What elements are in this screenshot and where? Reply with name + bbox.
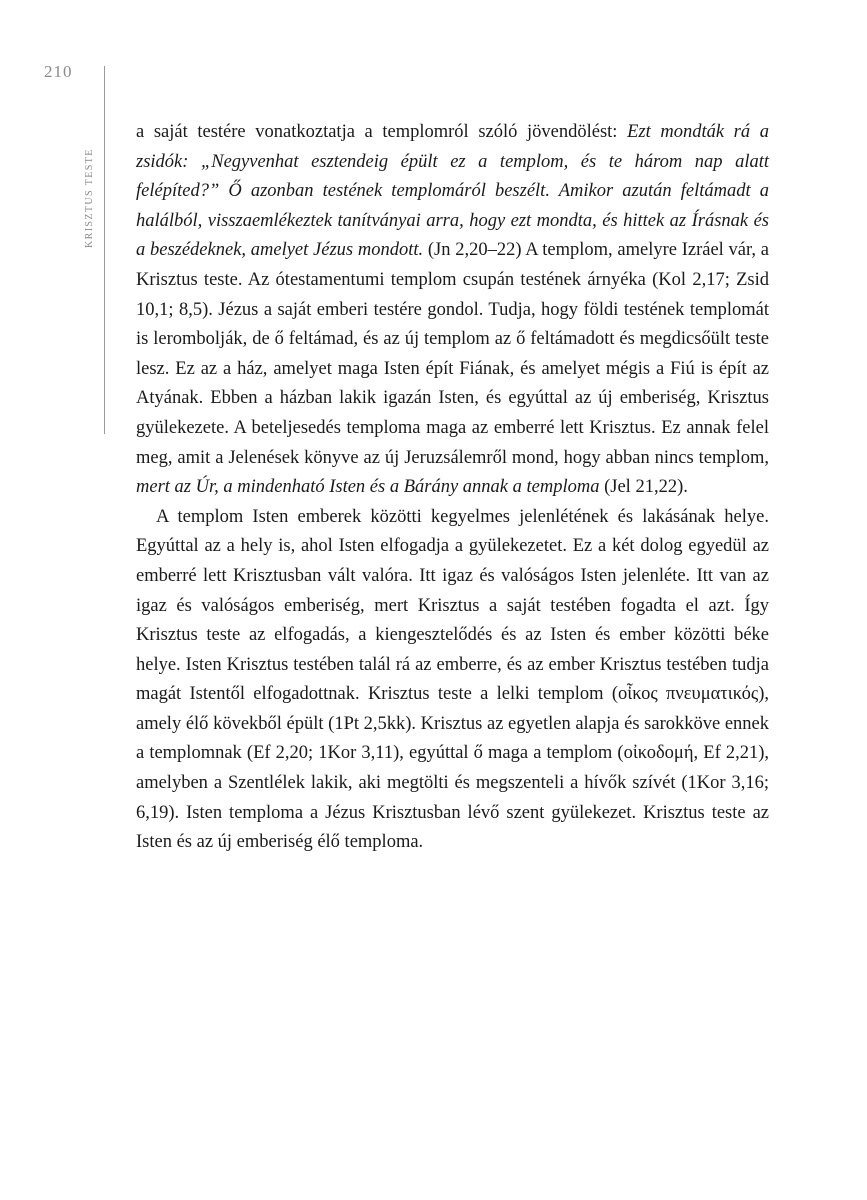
page-number: 210 — [44, 62, 73, 81]
text-run: (Jel 21,22). — [599, 477, 688, 498]
text-run: (Jn 2,20–22) A templom, amelyre Izráel vár, a Krisztus teste. Az ótestamentumi templom csupán testének árnyéka (Kol 2,17; Zsid 10,1; 8,5). Jézus a saját emberi testére gondol. Tudja, hogy földi testének templomát is lerombolják, de ő feltámad, és az új templom az ő feltámadott és megdicsőült teste lesz. Ez az a ház, amelyet maga Isten épít Fiának, és amelyet mégis a Fiú is épít az Atyának. Ebben a házban lakik igazán Isten, és egyúttal az új emberiség, Krisztus gyülekezete. A beteljesedés temploma maga az emberré lett Krisztus. Ez annak felel meg, amit a Jelenések könyve az új Jeruzsálemről mond, hogy abban nincs templom, — [136, 240, 770, 468]
italic-quote-run: Ezt mondták rá a zsidók: „Negyvenhat esztendeig épült ez a templom, és te három nap alatt felépíted?” Ő azonban testének templomáról beszélt. Amikor azután feltámadt a halálból, visszaemlékeztek tanítványai arra, hogy ezt mondta, és hittek az Írásnak és a beszédeknek, amelyet Jézus mondott. — [136, 122, 769, 261]
text-run: A templom Isten emberek közötti kegyelmes jelenlétének és lakásának helye. Egyúttal az a hely is, ahol Isten elfogadja a gyülekezetet. Ez a két dolog egyedül az emberré lett Krisztusban vált valóra. Itt igaz és valóságos Isten jelenléte. Itt van az igaz és valóságos emberiség, mert Krisztus a saját testében fogadta el azt. Így Krisztus teste az elfogadás, a kiengesztelődés és az Isten és ember közötti béke helye. Isten Krisztus testében talál rá az emberre, és az ember Krisztus testében tudja magát Istentől elfogadottnak. Krisztus teste a lelki templom (οἶκος πνευματικός), amely élő kövekből épült (1Pt 2,5kk). Krisztus az egyetlen alapja és sarokköve ennek a templomnak (Ef 2,20; 1Kor 3,11), egyúttal ő maga a templom (οἰκοδομή, Ef 2,21), amelyben a Szentlélek lakik, aki megtölti és megszenteli a hívők szívét (1Kor 3,16; 6,19). Isten temploma a Jézus Krisztusban lévő szent gyülekezet. Krisztus teste az Isten és az új emberiség élő temploma. — [136, 506, 769, 853]
body-text — [136, 118, 769, 858]
margin-rule — [104, 66, 105, 434]
running-head-text: KRISZTUS TESTE — [84, 148, 95, 248]
paragraph-2 — [136, 503, 769, 858]
paragraph-1 — [136, 118, 769, 503]
text-run: a saját testére vonatkoztatja a templomról szóló jövendölést: — [136, 122, 628, 142]
italic-quote-run: mert az Úr, a mindenható Isten és a Bárány annak a temploma — [136, 477, 600, 498]
running-head — [76, 118, 96, 248]
